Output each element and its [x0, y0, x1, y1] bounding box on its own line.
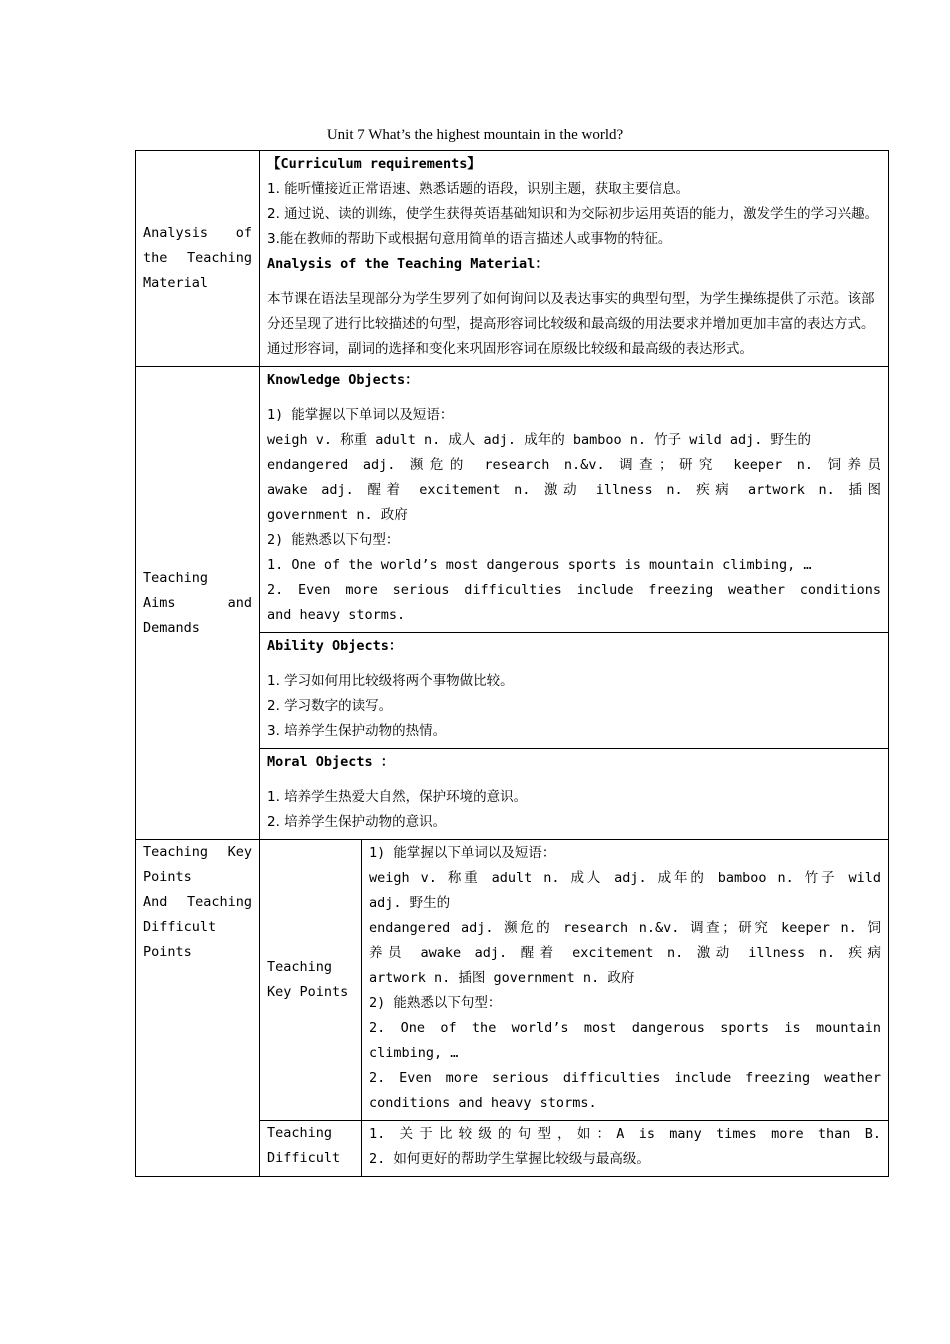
label-line: Key Points	[267, 984, 349, 1000]
analysis-row	[136, 151, 889, 367]
label-line: the Teaching	[143, 250, 252, 266]
key-line: adj. 野生的	[369, 895, 451, 911]
label-line: Teaching	[267, 959, 333, 975]
label-line: Aims and	[143, 594, 252, 611]
knowledge-line: awake adj. 醒着 excitement n. 激动 illness n. 疾病 artwork n. 插图	[267, 482, 881, 498]
key-points-sublabel	[260, 840, 362, 1121]
label-line: Teaching	[143, 569, 209, 586]
curriculum-item: 2. 通过说、读的训练，使学生获得英语基础知识和为交际初步运用英语的能力，激发学生的学习兴趣。	[267, 206, 879, 222]
knowledge-line: 2) 能熟悉以下句型：	[267, 532, 400, 548]
key-line: artwork n. 插图 government n. 政府	[369, 970, 635, 986]
label-line: Demands	[143, 619, 200, 636]
moral-item: 2. 培养学生保护动物的意识。	[267, 814, 447, 830]
knowledge-line: 1) 能掌握以下单词以及短语：	[267, 407, 454, 423]
knowledge-line: 1. One of the world’s most dangerous sports is mountain climbing, …	[267, 557, 812, 573]
difficult-line: 1. 关于比较级的句型，如：A is many times more than B.	[369, 1126, 881, 1142]
label-line: Points	[143, 944, 192, 960]
knowledge-heading: Knowledge Objects：	[267, 372, 419, 388]
key-line: 2) 能熟悉以下句型：	[369, 995, 502, 1011]
label-line: Difficult	[143, 919, 217, 935]
key-points-row	[136, 840, 889, 1121]
key-line: 2. Even more serious difficulties include freezing weather	[369, 1070, 881, 1086]
label-line: Teaching Key	[143, 844, 252, 860]
knowledge-row	[136, 367, 889, 633]
knowledge-line: weigh v. 称重 adult n. 成人 adj. 成年的 bamboo n. 竹子 wild adj. 野生的	[267, 432, 812, 448]
aims-label	[136, 367, 260, 840]
label-line: Points	[143, 869, 192, 885]
knowledge-line: endangered adj. 濒危的 research n.&v. 调查；研究 keeper n. 饲养员	[267, 457, 881, 473]
key-line: weigh v. 称重 adult n. 成人 adj. 成年的 bamboo n. 竹子 wild	[369, 870, 881, 886]
ability-content	[260, 633, 889, 749]
analysis-label	[136, 151, 260, 367]
moral-heading: Moral Objects ：	[267, 754, 395, 770]
knowledge-line: 2. Even more serious difficulties include freezing weather conditions	[267, 582, 881, 598]
key-line: 养员 awake adj. 醒着 excitement n. 激动 illness n. 疾病	[369, 945, 881, 961]
lesson-plan-table	[135, 150, 889, 1177]
material-heading: Analysis of the Teaching Material：	[267, 256, 549, 272]
key-line: endangered adj. 濒危的 research n.&v. 调查；研究 keeper n. 饲	[369, 920, 881, 936]
knowledge-content	[260, 367, 889, 633]
key-line: 2. One of the world’s most dangerous sports is mountain	[369, 1020, 881, 1036]
ability-item: 2. 学习数字的读写。	[267, 698, 393, 714]
label-line: And Teaching	[143, 894, 252, 910]
material-text: 本节课在语法呈现部分为学生罗列了如何询问以及表达事实的典型句型，为学生操练提供了示范。该部分还呈现了进行比较描述的句型，提高形容词比较级和最高级的用法要求并增加更加丰富的表达方式。通过形容词，副词的选择和变化来巩固形容词在原级比较级和最高级的表达形式。	[267, 291, 875, 357]
moral-item: 1. 培养学生热爱大自然，保护环境的意识。	[267, 789, 528, 805]
label-line: Difficult	[267, 1150, 341, 1166]
difficult-line: 2. 如何更好的帮助学生掌握比较级与最高级。	[369, 1151, 650, 1167]
curriculum-item: 3.能在教师的帮助下或根据句意用简单的语言描述人或事物的特征。	[267, 231, 672, 247]
ability-item: 3. 培养学生保护动物的热情。	[267, 723, 447, 739]
knowledge-line: government n. 政府	[267, 507, 408, 523]
ability-heading: Ability Objects：	[267, 638, 403, 654]
key-line: climbing, …	[369, 1045, 459, 1061]
curriculum-item: 1. 能听懂接近正常语速、熟悉话题的语段，识别主题，获取主要信息。	[267, 181, 690, 197]
knowledge-line: and heavy storms.	[267, 607, 406, 623]
key-line: 1) 能掌握以下单词以及短语：	[369, 845, 556, 861]
analysis-content	[260, 151, 889, 367]
difficult-sublabel	[260, 1121, 362, 1177]
key-points-label	[136, 840, 260, 1177]
difficult-content	[362, 1121, 889, 1177]
curriculum-heading: 【Curriculum requirements】	[267, 156, 481, 172]
label-line: Teaching	[267, 1125, 333, 1141]
ability-item: 1. 学习如何用比较级将两个事物做比较。	[267, 673, 514, 689]
label-line: Analysis of	[143, 225, 252, 241]
key-line: conditions and heavy storms.	[369, 1095, 597, 1111]
key-points-content	[362, 840, 889, 1121]
moral-content	[260, 749, 889, 840]
label-line: Material	[143, 275, 209, 291]
page-title: Unit 7 What’s the highest mountain in the world?	[326, 127, 624, 143]
